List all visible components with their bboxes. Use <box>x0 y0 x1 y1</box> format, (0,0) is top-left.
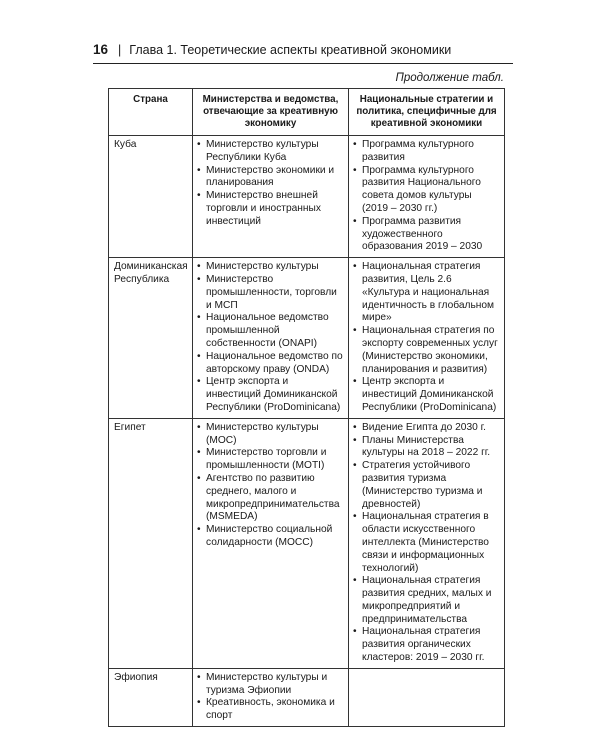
table-body <box>109 136 505 727</box>
table-header-row <box>109 89 505 136</box>
list-item: • Министерство социальной солидарности (MOCC) <box>197 524 344 550</box>
list-item: • Национальное ведомство по авторскому праву (ONDA) <box>197 351 344 377</box>
list-item: • Программа культурного развития <box>353 139 500 165</box>
list-item: • Национальная стратегия развития органических кластеров: 2019 – 2030 гг. <box>353 626 500 664</box>
list-item: • Креативность, экономика и спорт <box>197 697 344 723</box>
column-header-country: Страна <box>109 89 193 136</box>
list-item: • Видение Египта до 2030 г. <box>353 422 500 435</box>
list-item: • Министерство культуры Республики Куба <box>197 139 344 165</box>
header-separator: | <box>118 43 122 57</box>
strategies-list <box>353 139 500 254</box>
strategies-list <box>353 422 500 665</box>
table-row <box>109 418 505 668</box>
list-item: • Национальная стратегия по экспорту современных услуг (Министерство экономики, планирования и развития) <box>353 325 500 376</box>
column-header-ministries: Министерства и ведомства, отвечающие за креативную экономику <box>193 89 349 136</box>
list-item: • Центр экспорта и инвестиций Доминиканской Республики (ProDominicana) <box>197 376 344 414</box>
table-row <box>109 258 505 419</box>
strategies-list <box>353 261 500 415</box>
country-cell: Доминиканская Республика <box>109 258 193 419</box>
ministries-list <box>197 672 344 723</box>
list-item: • Стратегия устойчивого развития туризма (Министерство туризма и древностей) <box>353 460 500 511</box>
list-item: • Национальное ведомство промышленной собственности (ONAPI) <box>197 312 344 350</box>
list-item: • Национальная стратегия развития средних, малых и микропредприятий и предпринимательства <box>353 575 500 626</box>
country-cell: Куба <box>109 136 193 258</box>
country-cell: Египет <box>109 418 193 668</box>
ministries-cell <box>193 668 349 726</box>
running-header <box>93 42 513 58</box>
creative-economy-table <box>108 88 505 727</box>
header-rule <box>93 63 513 64</box>
list-item: • Планы Министерства культуры на 2018 – 2022 гг. <box>353 435 500 461</box>
ministries-list <box>197 422 344 550</box>
ministries-cell <box>193 418 349 668</box>
list-item: • Национальная стратегия развития, Цель 2.6 «Культура и национальная идентичность в глобальном мире» <box>353 261 500 325</box>
ministries-cell <box>193 136 349 258</box>
table-row <box>109 136 505 258</box>
strategies-cell <box>349 258 505 419</box>
list-item: • Министерство культуры и туризма Эфиопии <box>197 672 344 698</box>
strategies-cell <box>349 668 505 726</box>
list-item: • Министерство культуры <box>197 261 344 274</box>
column-header-strategies: Национальные стратегии и политика, специфичные для креативной экономики <box>349 89 505 136</box>
table-continuation-label: Продолжение табл. <box>395 72 504 84</box>
list-item: • Агентство по развитию среднего, малого и микропредпринимательства (MSMEDA) <box>197 473 344 524</box>
list-item: • Министерство торговли и промышленности (MOTI) <box>197 447 344 473</box>
ministries-list <box>197 261 344 415</box>
list-item: • Министерство промышленности, торговли и МСП <box>197 274 344 312</box>
page-number: 16 <box>93 42 109 57</box>
table-row <box>109 668 505 726</box>
list-item: • Центр экспорта и инвестиций Доминиканской Республики (ProDominicana) <box>353 376 500 414</box>
strategies-cell <box>349 418 505 668</box>
list-item: • Министерство экономики и планирования <box>197 165 344 191</box>
list-item: • Министерство внешней торговли и иностранных инвестиций <box>197 190 344 228</box>
list-item: • Национальная стратегия в области искусственного интеллекта (Министерство связи и информационных технологий) <box>353 511 500 575</box>
strategies-cell <box>349 136 505 258</box>
list-item: • Министерство культуры (MOC) <box>197 422 344 448</box>
list-item: • Программа развития художественного образования 2019 – 2030 <box>353 216 500 254</box>
country-cell: Эфиопия <box>109 668 193 726</box>
list-item: • Программа культурного развития Национального совета домов культуры (2019 – 2030 гг.) <box>353 165 500 216</box>
ministries-cell <box>193 258 349 419</box>
ministries-list <box>197 139 344 229</box>
chapter-title: Глава 1. Теоретические аспекты креативной экономики <box>129 43 452 57</box>
